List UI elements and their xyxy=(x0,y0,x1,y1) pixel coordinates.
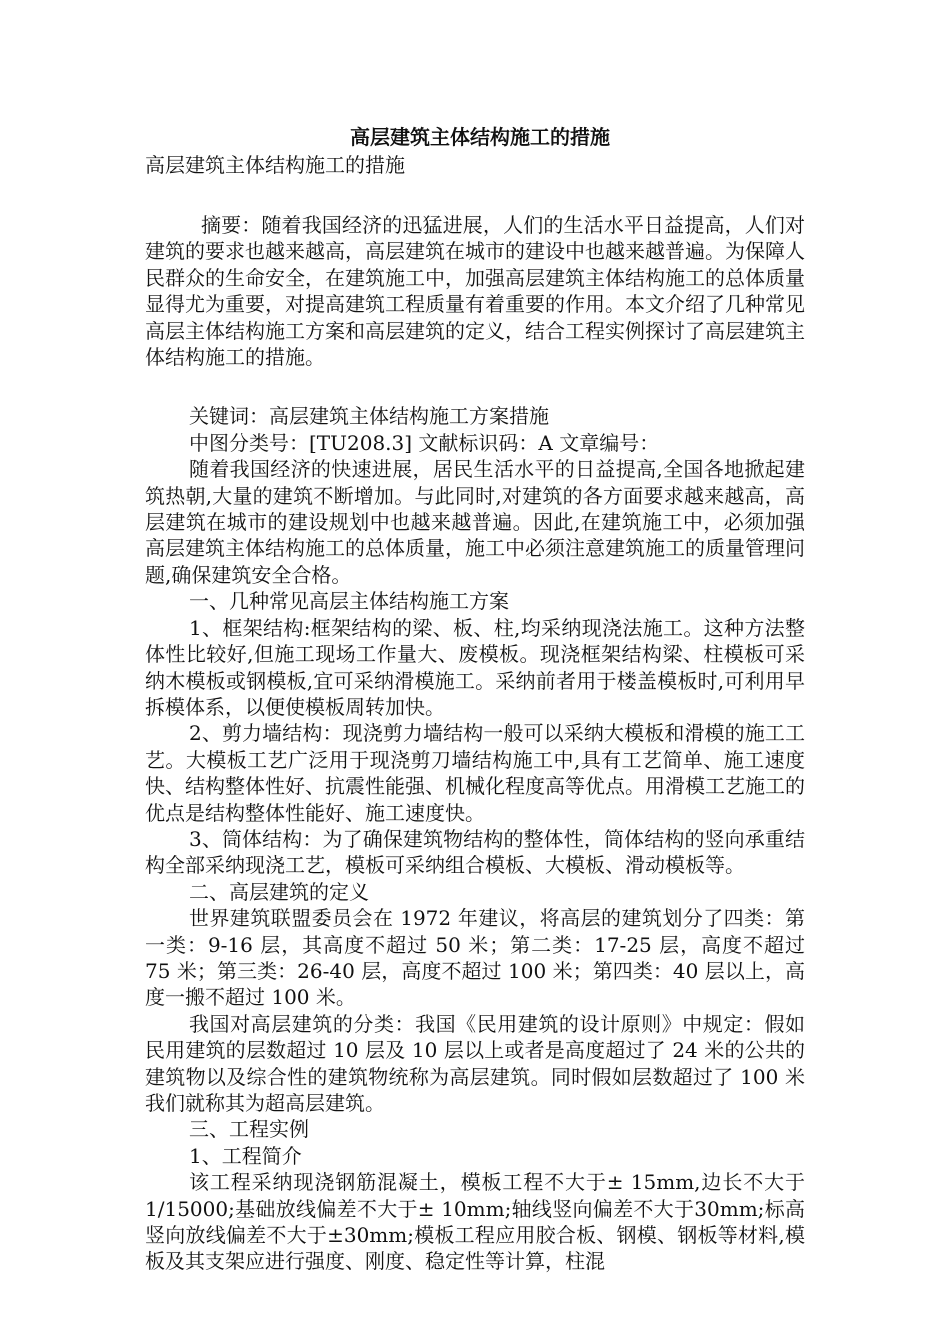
section-heading: 三、工程实例 xyxy=(189,1117,309,1142)
classification-line: 中图分类号：[TU208.3] 文献标识码：A 文章编号： xyxy=(189,430,660,455)
body-paragraph: 3、筒体结构：为了确保建筑物结构的整体性，筒体结构的竖向承重结构全部采纳现浇工艺，模板可采纳组合模板、大模板、滑动模板等。 xyxy=(145,826,805,878)
section-heading: 一、几种常见高层主体结构施工方案 xyxy=(189,589,509,614)
body-paragraph: 该工程采纳现浇钢筋混凝土，模板工程不大于± 15mm,边长不大于1/15000;基础放线偏差不大于± 10mm;轴线竖向偏差不大于30mm;标高竖向放线偏差不大于±30mm;模板工程应用胶合板、钢模、钢板等材料,模板及其支架应进行强度、刚度、稳定性等计算，柱混 xyxy=(145,1170,805,1274)
document-subtitle: 高层建筑主体结构施工的措施 xyxy=(145,153,405,177)
subsection-heading: 1、工程简介 xyxy=(189,1143,302,1168)
document-title: 高层建筑主体结构施工的措施 xyxy=(350,125,610,149)
document-body xyxy=(145,122,805,1275)
body-paragraph: 随着我国经济的快速进展，居民生活水平的日益提高,全国各地掀起建筑热朝,大量的建筑不断增加。与此同时,对建筑的各方面要求越来越高，高层建筑在城市的建设规划中也越来越普遍。因此,在建筑施工中，必须加强高层建筑主体结构施工的总体质量，施工中必须注意建筑施工的质量管理问题,确保建筑安全合格。 xyxy=(145,457,805,587)
abstract-paragraph: 摘要：随着我国经济的迅猛进展，人们的生活水平日益提高，人们对建筑的要求也越来越高，高层建筑在城市的建设中也越来越普遍。为保障人民群众的生命安全，在建筑施工中，加强高层建筑主体结构施工的总体质量显得尤为重要，对提高建筑工程质量有着重要的作用。本文介绍了几种常见高层主体结构施工方案和高层建筑的定义，结合工程实例探讨了高层建筑主体结构施工的措施。 xyxy=(145,213,805,370)
blank-line xyxy=(145,178,805,212)
keywords-line: 关键词：高层建筑主体结构施工方案措施 xyxy=(189,404,549,429)
body-paragraph: 世界建筑联盟委员会在 1972 年建议，将高层的建筑划分了四类：第一类：9-16 层，其高度不超过 50 米；第二类：17-25 层，高度不超过 75 米；第三类：26-40 层，高度不超过 100 米；第四类：40 层以上，高度一搬不超过 100 米。 xyxy=(145,906,805,1010)
body-paragraph: 我国对高层建筑的分类：我国《民用建筑的设计原则》中规定：假如民用建筑的层数超过 10 层及 10 层以上或者是高度超过了 24 米的公共的建筑物以及综合性的建筑物统称为高层建筑。同时假如层数超过了 100 米我们就称其为超高层建筑。 xyxy=(145,1011,805,1115)
body-paragraph: 1、框架结构:框架结构的梁、板、柱,均采纳现浇法施工。这种方法整体性比较好,但施工现场工作量大、废模板。现浇框架结构梁、柱模板可采纳木模板或钢模板,宜可采纳滑模施工。采纳前者用于楼盖模板时,可利用早拆模体系，以便使模板周转加快。 xyxy=(145,615,805,719)
body-paragraph: 2、剪力墙结构：现浇剪力墙结构一般可以采纳大模板和滑模的施工工艺。大模板工艺广泛用于现浇剪刀墙结构施工中,具有工艺简单、施工速度快、结构整体性好、抗震性能强、机械化程度高等优点。用滑模工艺施工的优点是结构整体性能好、施工速度快。 xyxy=(145,721,805,825)
blank-line xyxy=(145,370,805,403)
section-heading: 二、高层建筑的定义 xyxy=(189,879,369,904)
